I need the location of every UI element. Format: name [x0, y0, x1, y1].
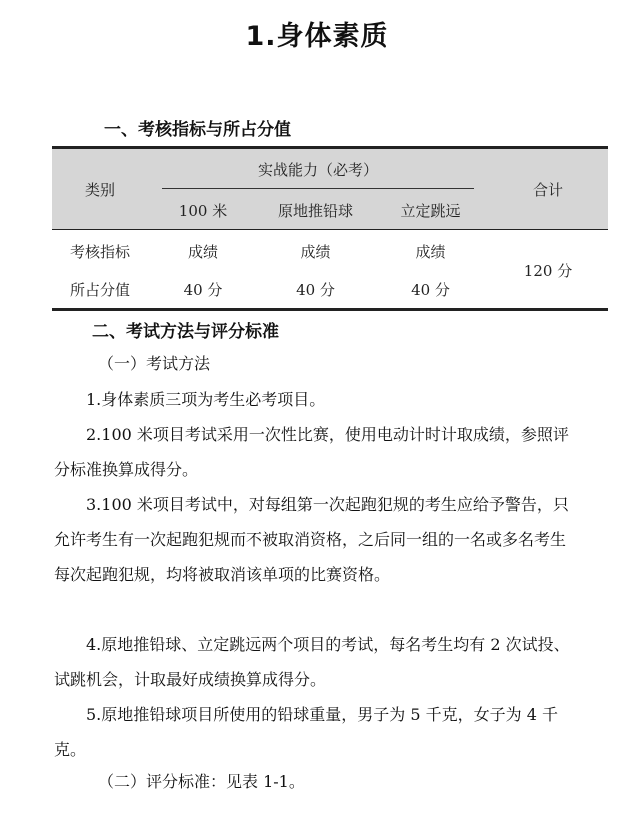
- paragraph: 3.100 米项目考试中，对每组第一次起跑犯规的考生应给予警告，只允许考生有一次起跑犯规而不被取消资格，之后同一组的一名或多名考生每次起跑犯规，均将被取消该单项的比赛资格。: [54, 495, 569, 584]
- table-cell: 成绩: [415, 242, 446, 261]
- total-value: 120 分: [523, 261, 573, 280]
- header-100m: 100 米: [148, 191, 258, 230]
- header-long-jump: 立定跳远: [373, 191, 488, 230]
- table-cell: 成绩: [300, 242, 331, 261]
- paragraph: 5.原地推铅球项目所使用的铅球重量，男子为 5 千克，女子为 4 千克。: [54, 705, 558, 759]
- section-heading-indicators: 一、考核指标与所占分值: [104, 120, 291, 140]
- row-label: 所占分值: [69, 280, 130, 299]
- subsection-heading-scoring: （二）评分标准：见表 1-1。: [98, 772, 305, 791]
- score-table: [52, 146, 608, 311]
- section-heading-methods: 二、考试方法与评分标准: [92, 322, 279, 342]
- row-label: 考核指标: [69, 242, 130, 261]
- header-shot-put: 原地推铅球: [258, 191, 373, 230]
- header-category: 类别: [52, 148, 148, 230]
- subsection-heading-method: （一）考试方法: [98, 354, 211, 373]
- paragraph: 2.100 米项目考试采用一次性比赛，使用电动计时计取成绩，参照评分标准换算成得分。: [54, 425, 569, 479]
- table-cell: 40 分: [296, 280, 335, 299]
- paragraph: 4.原地推铅球、立定跳远两个项目的考试，每名考生均有 2 次试投、试跳机会，计取最好成绩换算成得分。: [54, 635, 570, 689]
- table-cell: 成绩: [187, 242, 218, 261]
- table-cell: 40 分: [411, 280, 450, 299]
- table-row: [52, 230, 608, 271]
- header-total: 合计: [488, 148, 608, 230]
- page-title: 1.身体素质: [245, 21, 389, 52]
- paragraph: 1.身体素质三项为考生必考项目。: [86, 390, 326, 409]
- header-group: 实战能力（必考）: [148, 148, 488, 192]
- table-cell: 40 分: [183, 280, 223, 299]
